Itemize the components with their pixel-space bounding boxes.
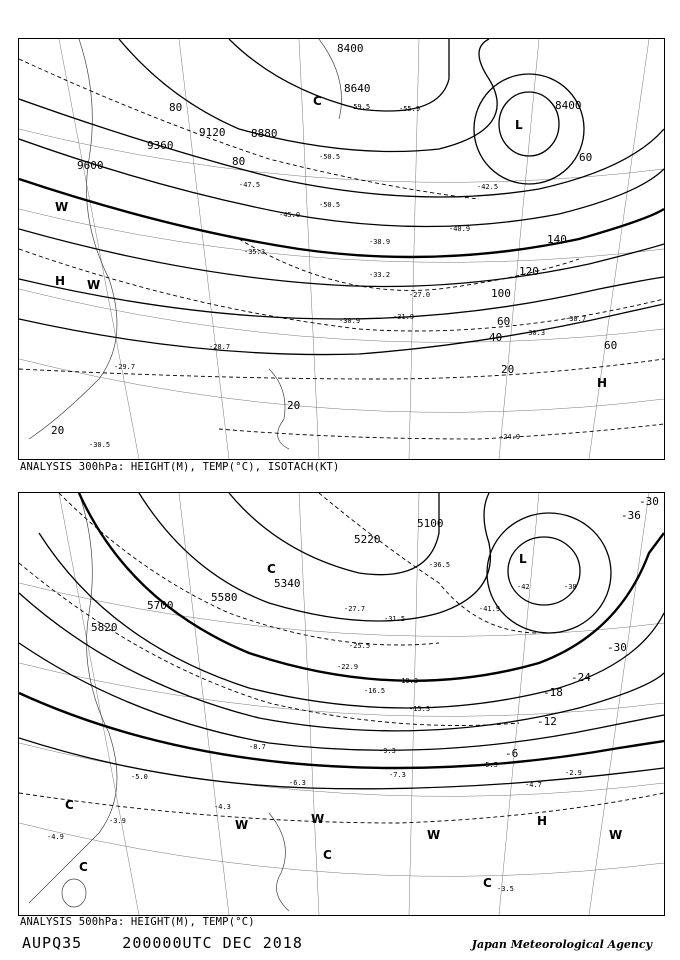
- height-label: 8640: [344, 82, 371, 95]
- temp-label: -15.3: [409, 705, 431, 713]
- height-label: 5700: [147, 599, 174, 612]
- system-symbol: W: [55, 200, 69, 214]
- temp-label: -30: [639, 495, 659, 508]
- height-label: 8400: [337, 42, 364, 55]
- temp-label: -40.9: [449, 225, 471, 233]
- temp-labels: [47, 495, 659, 893]
- system-symbol: C: [79, 860, 88, 874]
- temp-label: -47.5: [239, 181, 261, 189]
- temp-label: -8.7: [249, 743, 266, 751]
- isotach-label: 60: [497, 315, 511, 328]
- isotach-label: 100: [491, 287, 511, 300]
- temp-label: -24: [571, 671, 591, 684]
- temp-label: -27.0: [409, 291, 431, 299]
- temp-label: -7.3: [389, 771, 406, 779]
- temp-label: -19.3: [397, 677, 419, 685]
- system-symbol: W: [427, 828, 441, 842]
- height-label: 9600: [77, 159, 104, 172]
- temp-label: -30: [607, 641, 627, 654]
- height-label: 5220: [354, 533, 381, 546]
- temp-label: -29.7: [114, 363, 136, 371]
- temp-label: -4.7: [525, 781, 542, 789]
- temp-label: -9.3: [379, 747, 396, 755]
- isotach-label: 60: [604, 339, 618, 352]
- height-label: 9360: [147, 139, 174, 152]
- temp-label: -42.5: [477, 183, 499, 191]
- system-symbol: H: [55, 274, 66, 288]
- temp-label: -30.5: [89, 441, 111, 449]
- analysis-300hpa-map: [18, 38, 665, 460]
- system-symbol: H: [597, 376, 608, 390]
- height-label: 5820: [91, 621, 118, 634]
- map-500hpa-svg: [19, 493, 664, 915]
- isotach-label: 80: [232, 155, 246, 168]
- temp-label: -42: [517, 583, 530, 591]
- temp-label: -55.9: [399, 105, 421, 113]
- temp-label: -30.3: [524, 329, 546, 337]
- temp-label: -31.5: [384, 615, 406, 623]
- height-label: 5100: [417, 517, 444, 530]
- temp-label: -24.9: [499, 433, 521, 441]
- isotachs: [19, 59, 664, 439]
- system-symbol: W: [235, 818, 249, 832]
- map-300hpa-svg: [19, 39, 664, 459]
- height-label: 9120: [199, 126, 226, 139]
- system-symbol: W: [609, 828, 623, 842]
- temp-labels: [89, 103, 586, 449]
- temp-label: -38.9: [369, 238, 391, 246]
- temp-label: -5.5: [481, 761, 498, 769]
- temp-label: -5.0: [131, 773, 148, 781]
- system-symbol: L: [515, 118, 523, 132]
- system-symbol: C: [65, 798, 74, 812]
- isotach-label: 20: [51, 424, 65, 437]
- height-label: 8880: [251, 127, 278, 140]
- coastlines: [29, 493, 289, 911]
- temp-label: -31.9: [393, 313, 415, 321]
- temp-label: -30.9: [339, 317, 361, 325]
- system-symbol: C: [483, 876, 492, 890]
- isotach-label: 60: [579, 151, 593, 164]
- temp-label: -2.9: [565, 769, 582, 777]
- bulletin-header: AUPQ35 200000UTC DEC 2018: [22, 934, 303, 952]
- isotach-label: 20: [287, 399, 301, 412]
- temp-label: -38: [564, 583, 577, 591]
- system-symbol: L: [519, 552, 527, 566]
- temp-label: -4.9: [47, 833, 64, 841]
- temp-label: -25.5: [349, 642, 371, 650]
- temp-label: -28.7: [209, 343, 231, 351]
- temp-label: -36: [621, 509, 641, 522]
- isotach-label: 120: [519, 265, 539, 278]
- system-symbol: C: [323, 848, 332, 862]
- isotach-label: 80: [169, 101, 183, 114]
- system-symbol: C: [313, 94, 322, 108]
- temp-label: -50.5: [319, 201, 341, 209]
- temp-label: -35.3: [244, 248, 266, 256]
- temp-label: -41.9: [479, 605, 501, 613]
- temp-label: -18: [543, 686, 563, 699]
- temp-label: -50.5: [319, 153, 341, 161]
- temp-label: -22.9: [337, 663, 359, 671]
- temp-label: -59.5: [349, 103, 371, 111]
- temp-label: -33.2: [369, 271, 391, 279]
- height-label: 5580: [211, 591, 238, 604]
- system-symbol: W: [87, 278, 101, 292]
- temp-label: -6.3: [289, 779, 306, 787]
- isotach-labels: [51, 101, 617, 437]
- temp-label: -6: [505, 747, 519, 760]
- temp-label: -12: [537, 715, 557, 728]
- system-symbol: C: [267, 562, 276, 576]
- temp-label: -3.9: [109, 817, 126, 825]
- system-symbol: H: [537, 814, 548, 828]
- agency-name: Japan Meteorological Agency: [471, 938, 652, 951]
- temp-label: -4.3: [214, 803, 231, 811]
- isotach-label: 40: [489, 331, 503, 344]
- height-label: 5340: [274, 577, 301, 590]
- temp-label: -45.0: [279, 211, 301, 219]
- temp-label: -30.7: [565, 315, 587, 323]
- temp-label: -27.7: [344, 605, 366, 613]
- isotach-label: 20: [501, 363, 515, 376]
- system-symbol: W: [311, 812, 325, 826]
- height-label: 8400: [555, 99, 582, 112]
- temp-label: -16.5: [364, 687, 386, 695]
- analysis-500hpa-map: [18, 492, 665, 916]
- temp-label: -3.5: [497, 885, 514, 893]
- isotach-label: 140: [547, 233, 567, 246]
- caption-300hpa: ANALYSIS 300hPa: HEIGHT(M), TEMP(°C), ISOTACH(KT): [20, 461, 340, 473]
- caption-500hpa: ANALYSIS 500hPa: HEIGHT(M), TEMP(°C): [20, 916, 255, 928]
- temp-label: -36.5: [429, 561, 451, 569]
